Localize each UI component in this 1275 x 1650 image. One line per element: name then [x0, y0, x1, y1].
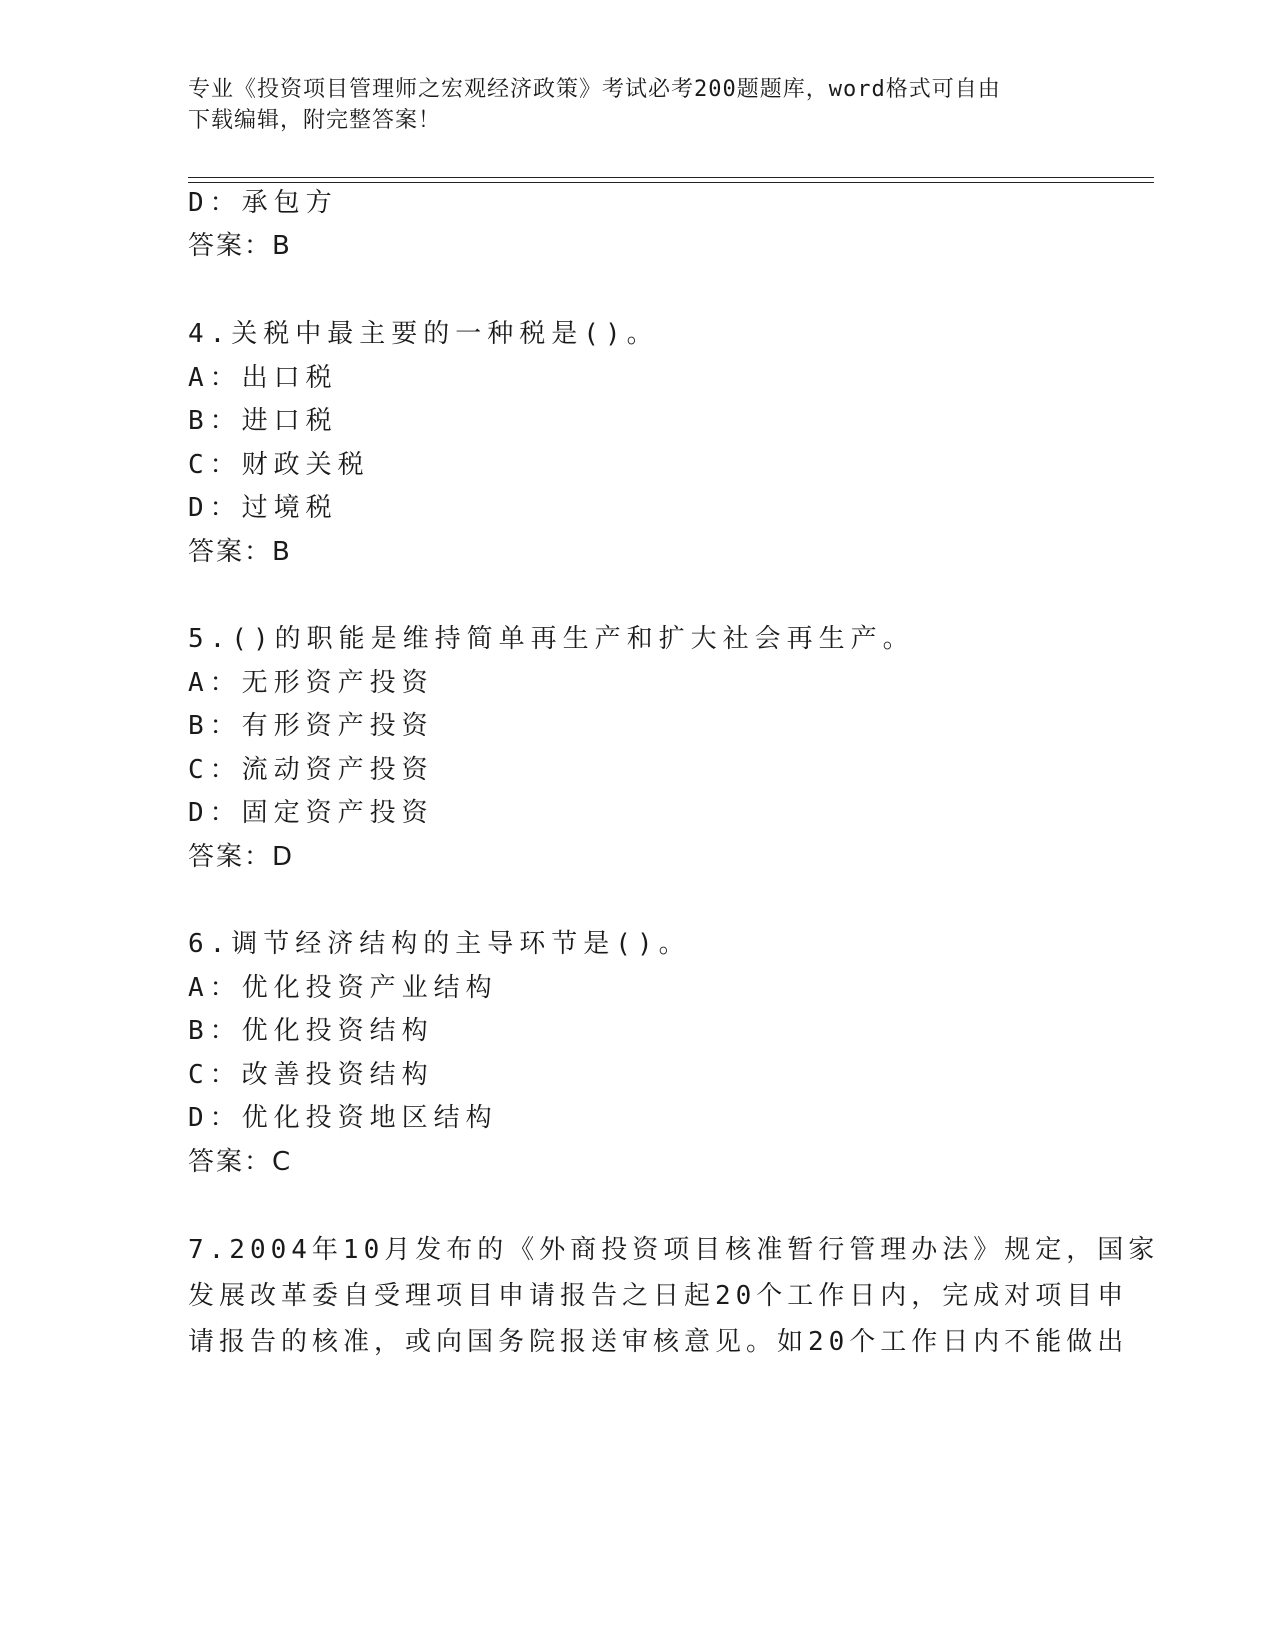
- q5-option-b: B：有形资产投资: [188, 711, 434, 741]
- q5-option-a: A：无形资产投资: [188, 668, 434, 698]
- q7-stem-line-1: 7.2004年10月发布的《外商投资项目核准暂行管理办法》规定，国家: [188, 1235, 1160, 1265]
- q3-option-d: D：承包方: [188, 188, 338, 218]
- q7-stem-line-3: 请报告的核准，或向国务院报送审核意见。如20个工作日内不能做出: [188, 1327, 1129, 1357]
- q5-option-d: D：固定资产投资: [188, 798, 434, 828]
- q6-answer: 答案：C: [188, 1147, 293, 1177]
- q5-stem: 5.()的职能是维持简单再生产和扩大社会再生产。: [188, 624, 915, 654]
- q4-option-c: C：财政关税: [188, 450, 370, 480]
- q4-option-b: B：进口税: [188, 406, 338, 436]
- q4-option-d: D：过境税: [188, 493, 338, 523]
- q6-option-d: D：优化投资地区结构: [188, 1103, 498, 1133]
- header-line-1: 专业《投资项目管理师之宏观经济政策》考试必考200题题库，word格式可自由: [188, 77, 1001, 102]
- q6-stem: 6.调节经济结构的主导环节是()。: [188, 929, 691, 959]
- header-line-2: 下载编辑，附完整答案！: [188, 108, 442, 133]
- q6-option-c: C：改善投资结构: [188, 1060, 434, 1090]
- header-rule-bottom: [188, 182, 1154, 183]
- q3-answer: 答案：B: [188, 231, 292, 261]
- q4-option-a: A：出口税: [188, 363, 338, 393]
- q6-option-a: A：优化投资产业结构: [188, 973, 498, 1003]
- q7-stem: [188, 1227, 1160, 1365]
- header-rule-top: [188, 177, 1154, 178]
- document-header: [188, 74, 1068, 136]
- q6-option-b: B：优化投资结构: [188, 1016, 434, 1046]
- q5-answer: 答案：D: [188, 842, 295, 872]
- q5-option-c: C：流动资产投资: [188, 755, 434, 785]
- q7-stem-line-2: 发展改革委自受理项目申请报告之日起20个工作日内，完成对项目申: [188, 1281, 1129, 1311]
- q4-answer: 答案：B: [188, 537, 292, 567]
- q4-stem: 4.关税中最主要的一种税是()。: [188, 319, 659, 349]
